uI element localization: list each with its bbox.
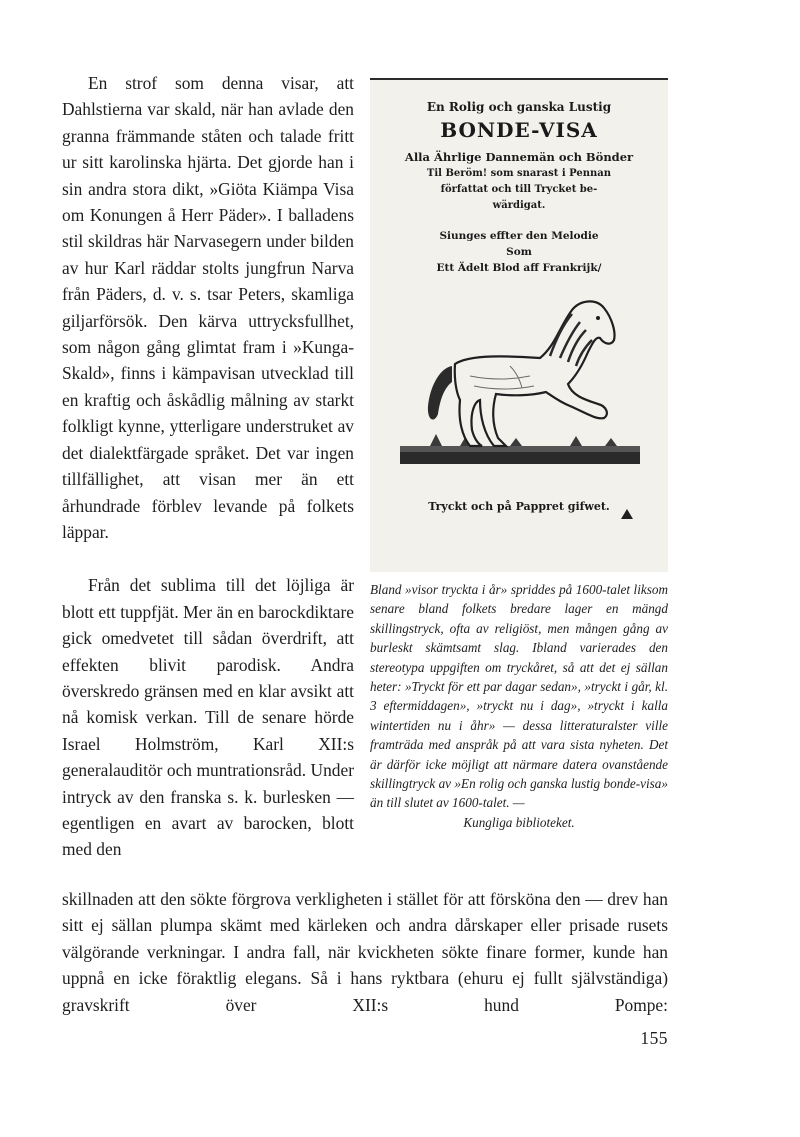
image-caption (370, 580, 668, 832)
left-text-column (62, 70, 354, 863)
broadside-line-9: Ett Ädelt Blod aff Frankrijk/ (436, 262, 602, 274)
broadside-line-5: författat och till Trycket be- (440, 184, 598, 195)
printer-mark-icon (620, 508, 634, 520)
caption-credit: Kungliga biblioteket. (463, 814, 575, 830)
body-paragraph-1: En strof som denna visar, att Dahlstierna var skald, när han avlade den granna främmande ståten och talade fritt ur sitt karolinska hjärta. Det gjorde han i sin andra stora dikt, »Giöta Kiämpa Visa om Konungen å Herr Päder». I balladens stil skildras här Narvasegern under bilden av hur Karl räddar stolts jungfrun Narva från Päders, d. v. s. tsar Peters, skamliga giljarförsök. Den kärva uttrycksfullhet, som någon gång glimtat fram i »Kunga-Skald», finns i kämpavisan utvecklad till en kraftig och åskådlig målning av starkt folkligt kynne, ytterligare understruket av det dialektfärgade språket. Det var ingen tillfällighet, att visan mer än ett århundrade förblev levande på folkets läppar. (62, 73, 354, 542)
full-width-text (62, 886, 668, 1018)
page-number: 155 (640, 1028, 668, 1048)
broadside-line-8: Som (506, 246, 532, 258)
broadside-line-6: wärdigat. (492, 200, 546, 211)
broadside-line-4: Til Beröm! som snarast i Pennan (426, 168, 612, 179)
broadside-line-3: Alla Ährlige Dannemän och Bönder (404, 150, 634, 164)
broadside-imprint: Tryckt och på Pappret gifwet. (428, 500, 610, 513)
body-paragraph-2-column: Från det sublima till det löjliga är blott ett tuppfjät. Mer än en barockdiktare gick omedvetet till sådan överdrift, att effekten blivit parodisk. Andra överskredo gränsen med en klar avsikt att nå komisk verkan. Till de senare hörde Israel Holmström, Karl XII:s generalauditör och muntrationsråd. Under intryck av den franska s. k. burlesken — egentligen en avart av barocken, blott med den (62, 575, 354, 860)
broadside-line-1: En Rolig och ganska Lustig (426, 100, 612, 114)
horse-woodcut-icon (400, 296, 640, 466)
caption-text: Bland »visor tryckta i år» spriddes på 1600-talet liksom senare bland folkets bredare lager en mängd skillingstryck, ofta av religiöst, men mången gång av burleskt skämtsamt slag. Ibland varierades den stereotypa uppgiften om tryckåret, så att det ej sällan heter: »Tryckt för ett par dagar sedan», »tryckt i går, kl. 3 eftermiddagen», »tryckt nu i dag», »tryckt i kalla wintertiden nu i åhr» — dessa litteraturalster ville framträda med anspråk på att vara sista nyheten. Det är därför icke möjligt att närmare datera ovanstående skillingtryck av »En rolig och ganska lustig bonde-visa» än till slutet av 1600-talet. — (370, 582, 668, 811)
body-paragraph-2-full: skillnaden att den sökte förgrova verkligheten i stället för att försköna den — drev han sitt ej sällan plumpa skämt med kärleken och andra dårskaper eller prisade rusets välgörande verkningar. I andra fall, när kvickheten sökte finare former, kunde han uppnå en icke föraktlig elegans. Så i hans ryktbara (ehuru ej fullt självständiga) gravskrift över XII:s hund Pompe: (62, 889, 668, 1015)
broadside-image (370, 78, 668, 572)
broadside-line-7: Siunges effter den Melodie (439, 230, 599, 242)
broadside-title: BONDE-VISA (440, 118, 598, 142)
